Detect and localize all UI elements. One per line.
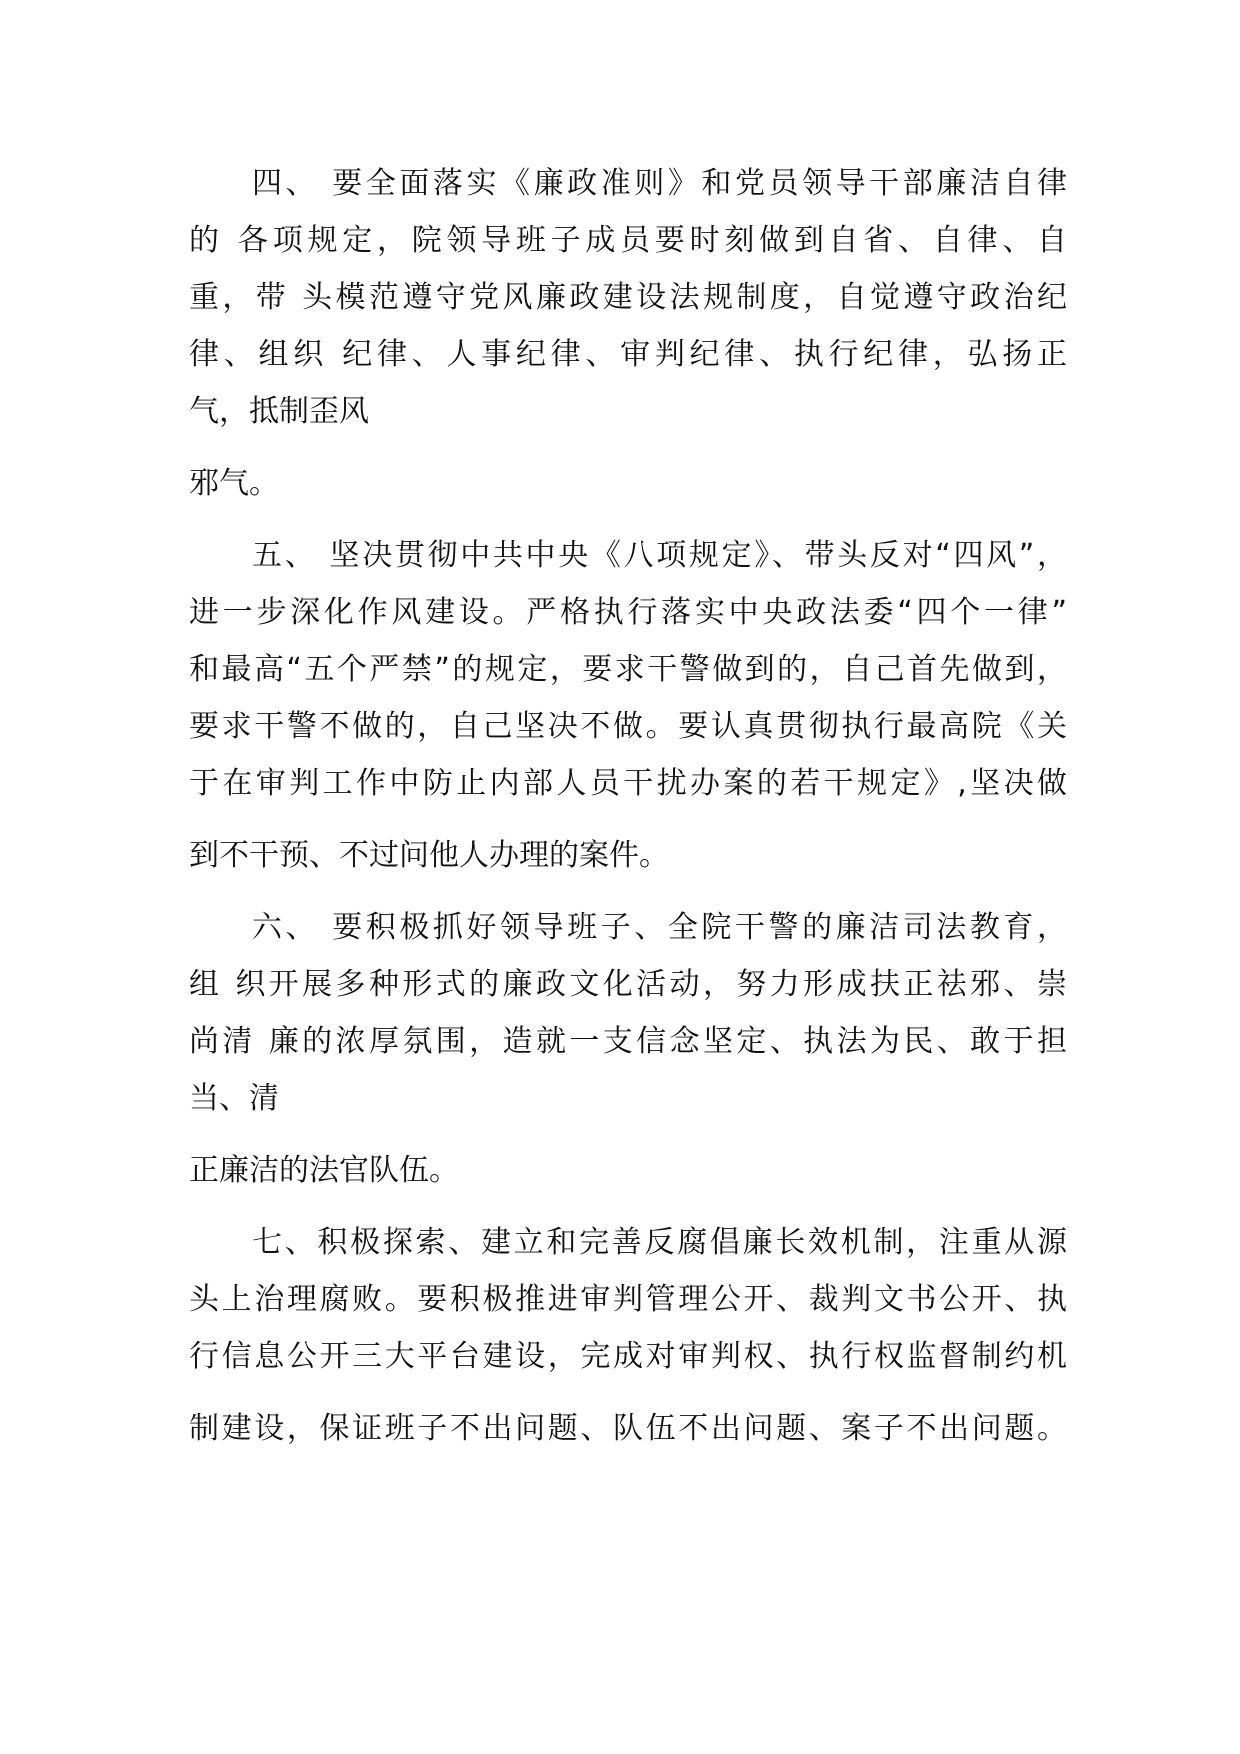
paragraph-5-line-1: 五、 坚决贯彻中共中央《八项规定》、带头反对“四风”， [252, 538, 1067, 573]
paragraph-7-line-4: 制建设，保证班子不出问题、队伍不出问题、案子不出问题。 [189, 1411, 1067, 1446]
paragraph-5-line-2: 进一步深化作风建设。严格执行落实中央政法委“四个一律” [189, 595, 1067, 630]
paragraph-6-line-2: 组 织开展多种形式的廉政文化活动，努力形成扶正祛邪、崇 [189, 967, 1067, 1002]
paragraph-4-line-5: 气，抵制歪风 [189, 394, 369, 429]
paragraph-5-line-3: 和最高“五个严禁”的规定，要求干警做到的，自己首先做到， [189, 652, 1067, 687]
paragraph-4-line-6: 邪气。 [189, 466, 279, 501]
paragraph-7-line-1: 七、积极探索、建立和完善反腐倡廉长效机制，注重从源 [252, 1225, 1067, 1260]
paragraph-6-line-5: 正廉洁的法官队伍。 [189, 1153, 459, 1188]
paragraph-5-line-6: 到不干预、不过问他人办理的案件。 [189, 838, 669, 873]
paragraph-4-line-3: 重，带 头模范遵守党风廉政建设法规制度，自觉遵守政治纪 [189, 280, 1067, 315]
paragraph-6-line-1: 六、 要积极抓好领导班子、全院干警的廉洁司法教育， [252, 910, 1067, 945]
paragraph-4-line-4: 律、组织 纪律、人事纪律、审判纪律、执行纪律，弘扬正 [189, 337, 1067, 372]
paragraph-4-line-1: 四、 要全面落实《廉政准则》和党员领导干部廉洁自律 [252, 166, 1067, 201]
paragraph-4-line-2: 的 各项规定，院领导班子成员要时刻做到自省、自律、自 [189, 223, 1067, 258]
paragraph-5-line-4: 要求干警不做的，自己坚决不做。要认真贯彻执行最高院《关 [189, 709, 1067, 744]
paragraph-7-line-2: 头上治理腐败。要积极推进审判管理公开、裁判文书公开、执 [189, 1282, 1067, 1317]
paragraph-7-line-3: 行信息公开三大平台建设，完成对审判权、执行权监督制约机 [189, 1339, 1067, 1374]
paragraph-5-line-5: 于在审判工作中防止内部人员干扰办案的若干规定》,坚决做 [189, 766, 1067, 801]
paragraph-6-line-4: 当、清 [189, 1081, 279, 1116]
paragraph-6-line-3: 尚清 廉的浓厚氛围，造就一支信念坚定、执法为民、敢于担 [189, 1024, 1067, 1059]
